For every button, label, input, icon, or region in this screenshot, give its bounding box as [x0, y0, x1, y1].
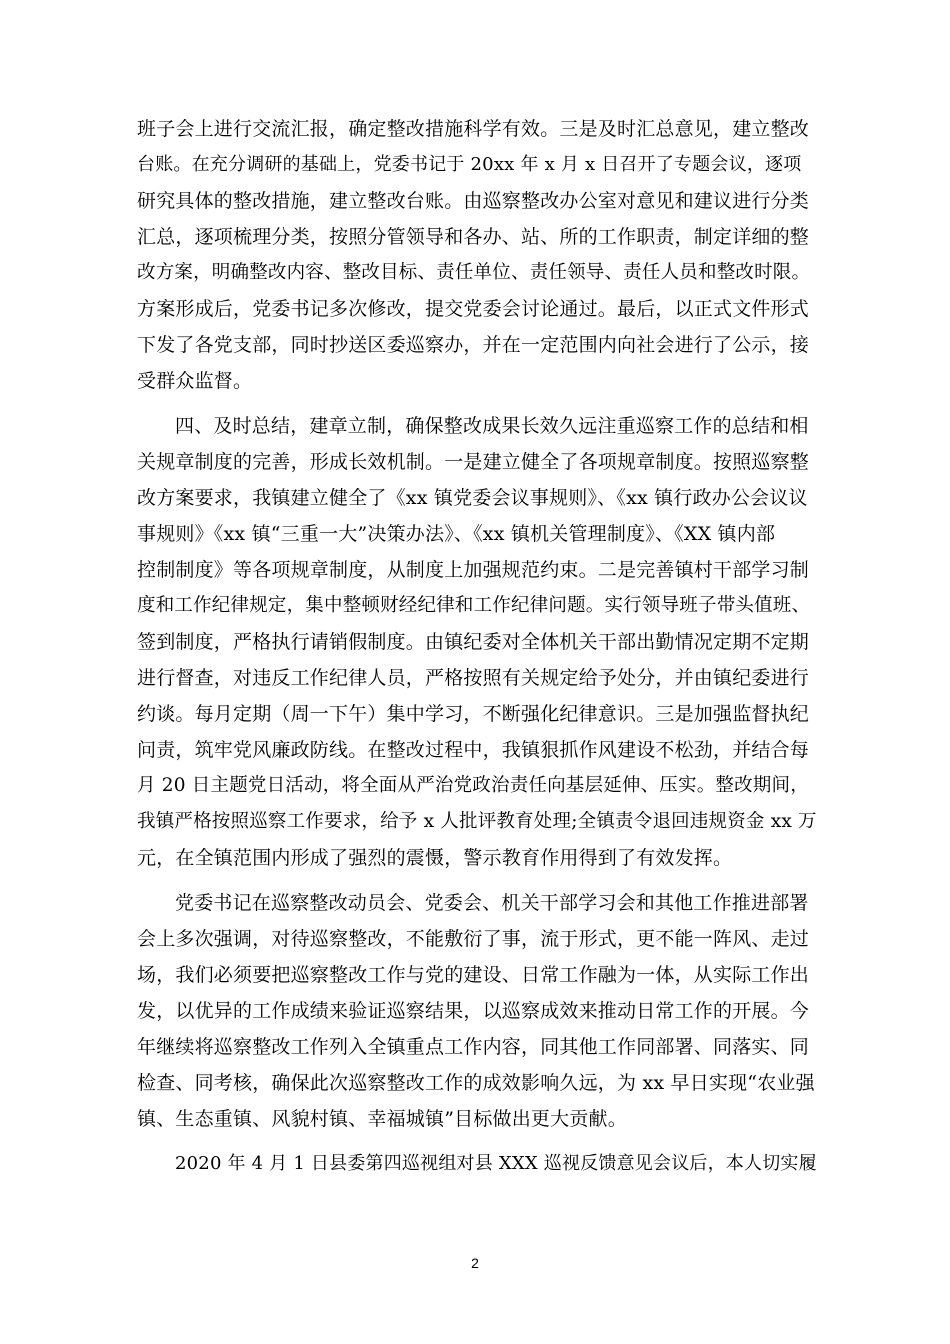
paragraph-2-line-5: 控制制度》等各项规章制度，从制度上加强规范约束。二是完善镇村干部学习制	[137, 559, 810, 581]
paragraph-1-line-6: 方案形成后，党委书记多次修改，提交党委会讨论通过。最后，以正式文件形式	[137, 298, 810, 320]
paragraph-2-line-13: 元，在全镇范围内形成了强烈的震慑，警示教育作用得到了有效发挥。	[137, 847, 733, 869]
paragraph-2-line-4: 事规则》《xx 镇“三重一大”决策办法》、《xx 镇机关管理制度》、《XX 镇内部	[137, 523, 776, 545]
paragraph-2-line-2: 关规章制度的完善，形成长效机制。一是建立健全了各项规章制度。按照巡察整	[137, 451, 810, 473]
paragraph-3-line-1: 党委书记在巡察整改动员会、党委会、机关干部学习会和其他工作推进部署	[175, 892, 809, 914]
paragraph-1-line-8: 受群众监督。	[137, 370, 253, 392]
paragraph-2-line-1: 四、及时总结，建章立制，确保整改成果长效久远注重巡察工作的总结和相	[175, 415, 809, 437]
paragraph-2-line-6: 度和工作纪律规定，集中整顿财经纪律和工作纪律问题。实行领导班子带头值班、	[137, 595, 811, 616]
paragraph-1-line-2: 台账。在充分调研的基础上，党委书记于 20xx 年 x 月 x 日召开了专题会议，逐项	[137, 154, 802, 175]
paragraph-2-line-10: 问责，筑牢党风廉政防线。在整改过程中，我镇狠抓作风建设不松劲，并结合每	[137, 739, 810, 761]
paragraph-2-line-9: 约谈。每月定期（周一下午）集中学习，不断强化纪律意识。三是加强监督执纪	[137, 703, 810, 725]
paragraph-3-line-7: 镇、生态重镇、风貌村镇、幸福城镇”目标做出更大贡献。	[137, 1108, 627, 1130]
paragraph-2-line-7: 签到制度，严格执行请销假制度。由镇纪委对全体机关干部出勤情况定期不定期	[137, 631, 810, 653]
paragraph-2-line-12: 我镇严格按照巡察工作要求，给予 x 人批评教育处理;全镇责令退回违规资金 xx 万	[137, 811, 817, 832]
paragraph-1-line-4: 汇总，逐项梳理分类，按照分管领导和各办、站、所的工作职责，制定详细的整	[137, 226, 810, 248]
paragraph-1-line-7: 下发了各党支部，同时抄送区委巡察办，并在一定范围内向社会进行了公示，接	[137, 334, 810, 356]
paragraph-2-line-3: 改方案要求，我镇建立健全了《xx 镇党委会议事规则》、《xx 镇行政办公会议议	[137, 487, 808, 509]
paragraph-2-line-11: 月 20 日主题党日活动，将全面从严治党政治责任向基层延伸、压实。整改期间，	[137, 775, 809, 796]
paragraph-3-line-5: 年继续将巡察整改工作列入全镇重点工作内容，同其他工作同部署、同落实、同	[137, 1036, 810, 1058]
paragraph-3-line-6: 检查、同考核，确保此次巡察整改工作的成效影响久远，为 xx 早日实现“农业强	[137, 1072, 815, 1094]
paragraph-3-line-4: 发，以优异的工作成绩来验证巡察结果，以巡察成效来推动日常工作的开展。今	[137, 1000, 810, 1022]
paragraph-1-line-5: 改方案，明确整改内容、整改目标、责任单位、责任领导、责任人员和整改时限。	[137, 262, 811, 283]
page-number: 2	[471, 1255, 479, 1271]
paragraph-1-line-1: 班子会上进行交流汇报，确定整改措施科学有效。三是及时汇总意见，建立整改	[137, 118, 810, 140]
paragraph-3-line-2: 会上多次强调，对待巡察整改，不能敷衍了事，流于形式，更不能一阵风、走过	[137, 928, 810, 950]
paragraph-4-line-1: 2020 年 4 月 1 日县委第四巡视组对县 XXX 巡视反馈意见会议后，本人切实履	[175, 1153, 817, 1174]
paragraph-1-line-3: 研究具体的整改措施，建立整改台账。由巡察整改办公室对意见和建议进行分类	[137, 190, 810, 212]
paragraph-3-line-3: 场，我们必须要把巡察整改工作与党的建设、日常工作融为一体，从实际工作出	[137, 964, 810, 986]
paragraph-2-line-8: 进行督查，对违反工作纪律人员，严格按照有关规定给予处分，并由镇纪委进行	[137, 667, 810, 689]
